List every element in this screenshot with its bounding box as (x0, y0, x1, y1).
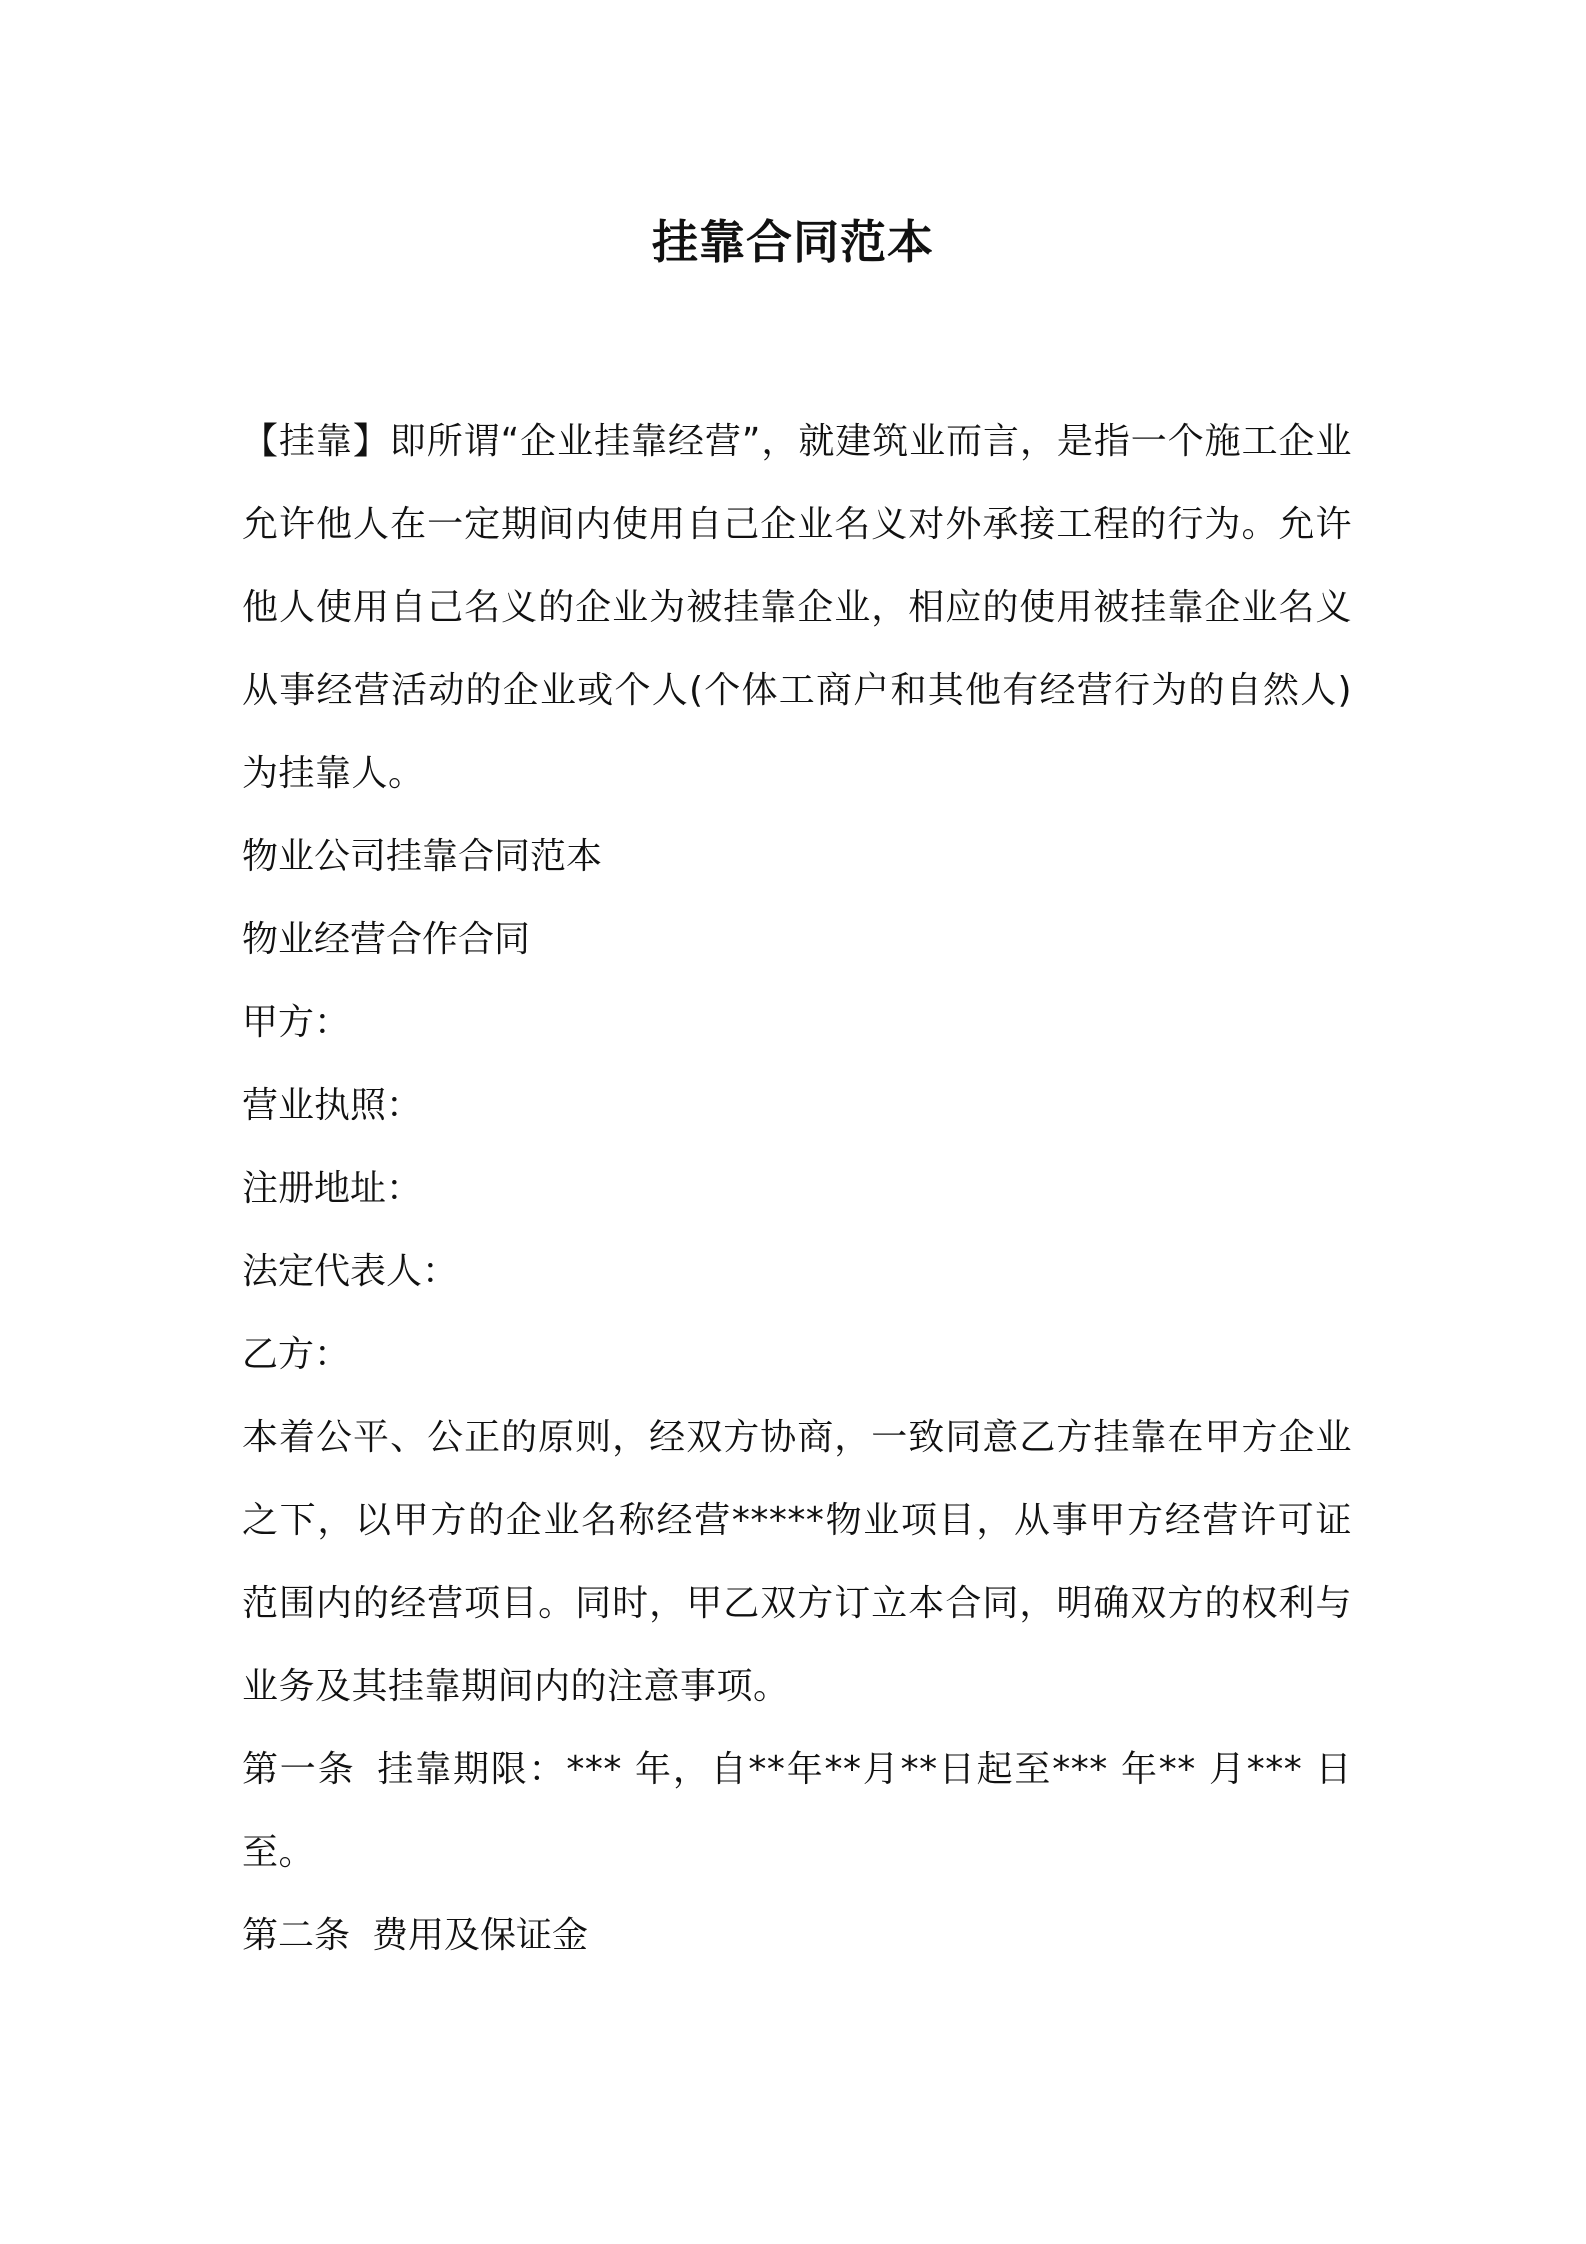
article-1 (242, 1728, 1352, 1894)
article-1-number: 第一条 (242, 1749, 356, 1790)
article-1-text: 挂靠期限：*** 年，自**年**月**日起至*** 年** 月*** 日至。 (242, 1749, 1352, 1873)
article-2-text: 费用及保证金 (372, 1915, 589, 1956)
intro-paragraph: 【挂靠】即所谓“企业挂靠经营”，就建筑业而言，是指一个施工企业允许他人在一定期间内使用自己企业名义对外承接工程的行为。允许他人使用自己名义的企业为被挂靠企业，相应的使用被挂靠企业名义从事经营活动的企业或个人(个体工商户和其他有经营行为的自然人)为挂靠人。 (242, 421, 1352, 794)
article-2 (242, 1894, 1352, 1977)
subtitle-cooperation-contract: 物业经营合作合同 (242, 919, 531, 960)
subtitle-property-contract: 物业公司挂靠合同范本 (242, 836, 603, 877)
field-party-b: 乙方： (242, 1334, 351, 1375)
field-party-a: 甲方： (242, 1002, 351, 1043)
document-title: 挂靠合同范本 (652, 215, 934, 269)
article-2-number: 第二条 (242, 1915, 351, 1956)
preamble-paragraph: 本着公平、公正的原则，经双方协商，一致同意乙方挂靠在甲方企业之下，以甲方的企业名称经营*****物业项目，从事甲方经营许可证范围内的经营项目。同时，甲乙双方订立本合同，明确双方的权利与业务及其挂靠期间内的注意事项。 (242, 1417, 1352, 1707)
field-legal-representative: 法定代表人： (242, 1251, 459, 1292)
field-registered-address: 注册地址： (242, 1168, 423, 1209)
field-business-license: 营业执照： (242, 1085, 423, 1126)
document-body (242, 400, 1352, 1977)
